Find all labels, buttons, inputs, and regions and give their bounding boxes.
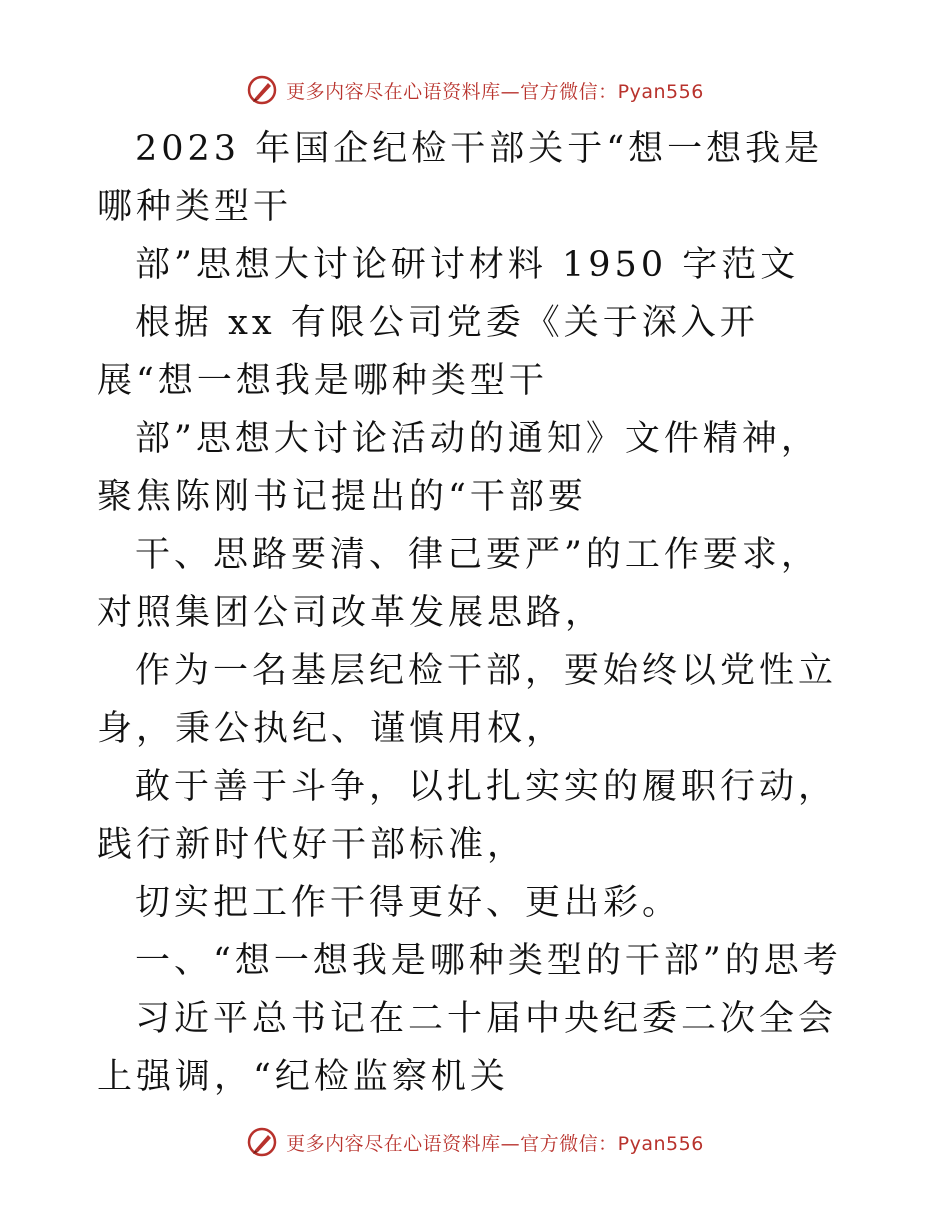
paragraph: 根据 xx 有限公司党委《关于深入开展“想一想我是哪种类型干: [97, 303, 759, 401]
paragraph-title: 2023 年国企纪检干部关于“想一想我是哪种类型干: [97, 129, 824, 227]
paragraph: 作为一名基层纪检干部，要始终以党性立身，秉公执纪、谨慎用权，: [97, 651, 838, 749]
watermark-text: 更多内容尽在心语资料库—官方微信：Pyan556: [286, 1132, 704, 1155]
paragraph: 部”思想大讨论活动的通知》文件精神，聚焦陈刚书记提出的“干部要: [97, 419, 820, 517]
document-body: [97, 120, 857, 1106]
section-heading: 一、“想一想我是哪种类型的干部”的思考: [135, 941, 842, 981]
pen-logo-icon: [246, 1126, 278, 1158]
paragraph: 习近平总书记在二十届中央纪委二次全会上强调，“纪检监察机关: [97, 999, 838, 1097]
watermark-footer: [0, 1122, 950, 1162]
paragraph: 干、思路要清、律己要严”的工作要求，对照集团公司改革发展思路，: [97, 535, 820, 633]
watermark-text: 更多内容尽在心语资料库—官方微信：Pyan556: [286, 80, 704, 103]
paragraph: 敢于善于斗争，以扎扎实实的履职行动，践行新时代好干部标准，: [97, 767, 838, 865]
paragraph-title-cont: 部”思想大讨论研讨材料 1950 字范文: [135, 245, 800, 285]
watermark-header: [0, 70, 950, 110]
pen-logo-icon: [246, 74, 278, 106]
paragraph: 切实把工作干得更好、更出彩。: [135, 883, 682, 923]
